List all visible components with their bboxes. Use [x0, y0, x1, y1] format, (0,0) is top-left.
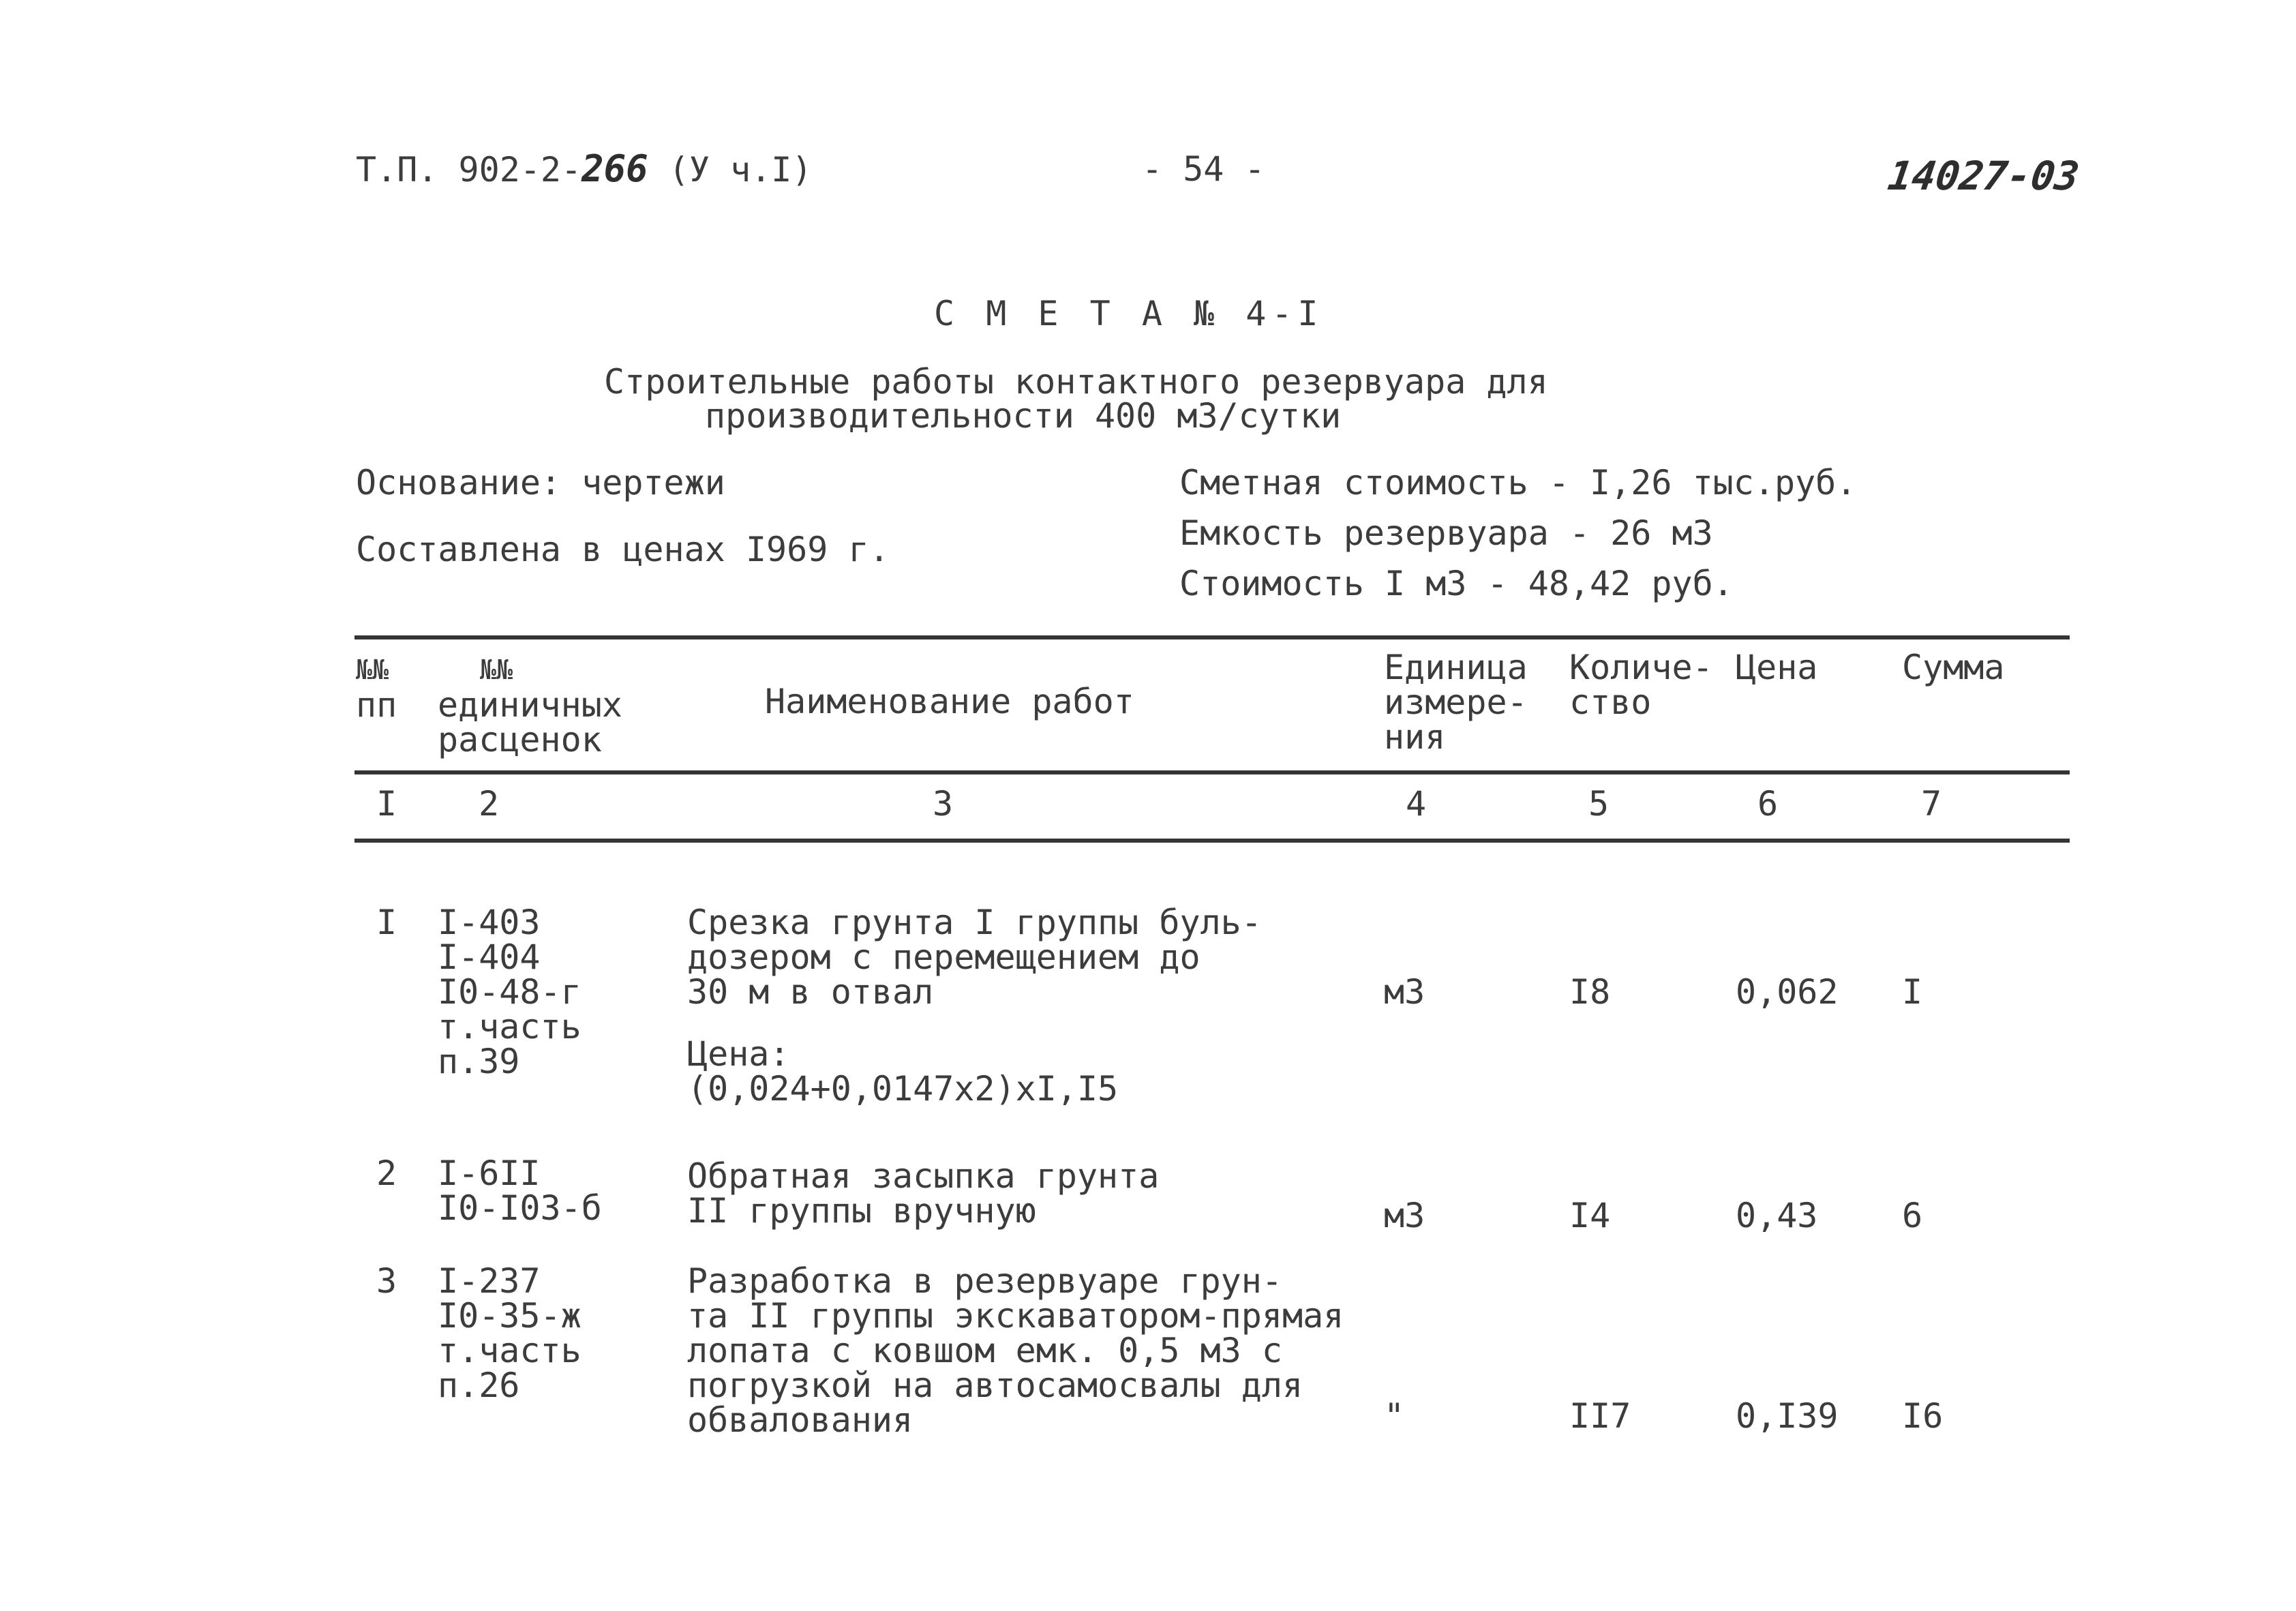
rate-code: п.39 [438, 1042, 520, 1081]
column-number: 6 [1757, 784, 1779, 824]
header-col-5 [1569, 650, 1713, 720]
quantity-cell: I4 [1569, 1196, 1611, 1235]
header-col-4 [1384, 650, 1528, 755]
header-col-5-line: ство [1569, 682, 1652, 722]
work-description [687, 1156, 1160, 1231]
header-col-1-line: №№ [356, 654, 389, 686]
header-col-2 [438, 653, 622, 757]
rate-code: I-6II [438, 1154, 541, 1193]
subtitle-line-1: Строительные работы контактного резервуара для [604, 362, 1548, 402]
description-line: дозером с перемещением до [687, 937, 1200, 977]
column-number: 3 [933, 784, 954, 824]
page-number: - 54 - [1142, 149, 1265, 189]
document-code [356, 147, 813, 190]
rate-code: т.часть [438, 1007, 581, 1047]
rate-code: п.26 [438, 1366, 520, 1405]
header-col-5-line: Количе- [1569, 648, 1713, 687]
header-col-1 [356, 653, 397, 723]
description-line: обвалования [687, 1400, 913, 1440]
work-description [687, 903, 1262, 1109]
header-col-6: Цена [1736, 648, 1818, 687]
table-numbering-rule [354, 839, 2070, 843]
rate-code: I0-35-ж [438, 1296, 581, 1336]
row-number: I [376, 903, 397, 942]
description-line: погрузкой на автосамосвалы для [687, 1366, 1303, 1405]
subtitle-line-2: производительности 400 м3/сутки [705, 396, 1342, 436]
description-line: Обратная засыпка грунта [687, 1156, 1160, 1196]
rate-code: I-403 [438, 903, 541, 942]
column-number: 7 [1921, 784, 1942, 824]
estimate-heading: С М Е Т А № 4-I [934, 294, 1324, 333]
archive-number: 14027-03 [1885, 153, 2083, 199]
description-line: та II группы экскаватором-прямая [687, 1296, 1344, 1336]
header-col-3: Наименование работ [765, 682, 1134, 721]
description-line: Срезка грунта I группы буль- [687, 903, 1262, 942]
description-line: 30 м в отвал [687, 972, 934, 1012]
unit-cell: " [1384, 1396, 1405, 1436]
header-col-4-line: ния [1384, 717, 1446, 757]
unit-cell: м3 [1384, 1196, 1425, 1235]
table-top-rule [354, 635, 2070, 639]
header-col-7: Сумма [1902, 648, 2005, 687]
work-description [687, 1261, 1344, 1440]
quantity-cell: II7 [1569, 1396, 1631, 1436]
unit-cell: м3 [1384, 972, 1425, 1012]
document-code-suffix: (У ч.I) [668, 150, 813, 190]
header-col-2-line: расценок [438, 720, 602, 759]
price-note-line: Цена: [687, 1034, 790, 1074]
description-gap [687, 1010, 1262, 1037]
quantity-cell: I8 [1569, 972, 1611, 1012]
row-number: 2 [376, 1154, 397, 1193]
basis-text: Основание: чертежи [356, 463, 725, 502]
sum-cell: 6 [1902, 1196, 1923, 1235]
price-note-line: (0,024+0,0147х2)хI,I5 [687, 1069, 1119, 1109]
prices-year-text: Составлена в ценах I969 г. [356, 530, 890, 569]
header-col-4-line: измере- [1384, 682, 1528, 722]
sum-cell: I [1902, 972, 1923, 1012]
description-line: лопата с ковшом емк. 0,5 м3 с [687, 1331, 1282, 1370]
document-code-prefix: Т.П. 902-2- [356, 150, 582, 190]
estimated-cost-text: Сметная стоимость - I,26 тыс.руб. [1179, 463, 1857, 502]
rate-code: I0-I03-б [438, 1188, 602, 1228]
column-number: I [376, 784, 397, 824]
header-col-2-line: №№ [480, 654, 513, 686]
rate-code: I-404 [438, 937, 541, 977]
column-number: 5 [1588, 784, 1610, 824]
rate-code: I-237 [438, 1261, 541, 1301]
header-col-2-line: единичных [438, 685, 622, 725]
header-col-1-line: пп [356, 685, 397, 725]
table-header-rule [354, 770, 2070, 774]
column-number: 4 [1406, 784, 1427, 824]
rate-codes [438, 1156, 602, 1226]
header-col-4-line: Единица [1384, 648, 1528, 687]
rate-codes [438, 1261, 581, 1405]
sum-cell: I6 [1902, 1396, 1944, 1436]
rate-codes [438, 905, 581, 1079]
rate-code: I0-48-г [438, 972, 581, 1012]
description-line: Разработка в резервуаре грун- [687, 1261, 1282, 1301]
price-cell: 0,43 [1736, 1196, 1818, 1235]
description-line: II группы вручную [687, 1191, 1036, 1231]
handwritten-project-number: 266 [581, 147, 648, 190]
row-number: 3 [376, 1261, 397, 1301]
tank-capacity-text: Емкость резервуара - 26 м3 [1179, 513, 1713, 553]
price-cell: 0,I39 [1736, 1396, 1839, 1436]
rate-code: т.часть [438, 1331, 581, 1370]
price-cell: 0,062 [1736, 972, 1839, 1012]
column-number: 2 [479, 784, 500, 824]
unit-cost-text: Стоимость I м3 - 48,42 руб. [1179, 564, 1734, 603]
